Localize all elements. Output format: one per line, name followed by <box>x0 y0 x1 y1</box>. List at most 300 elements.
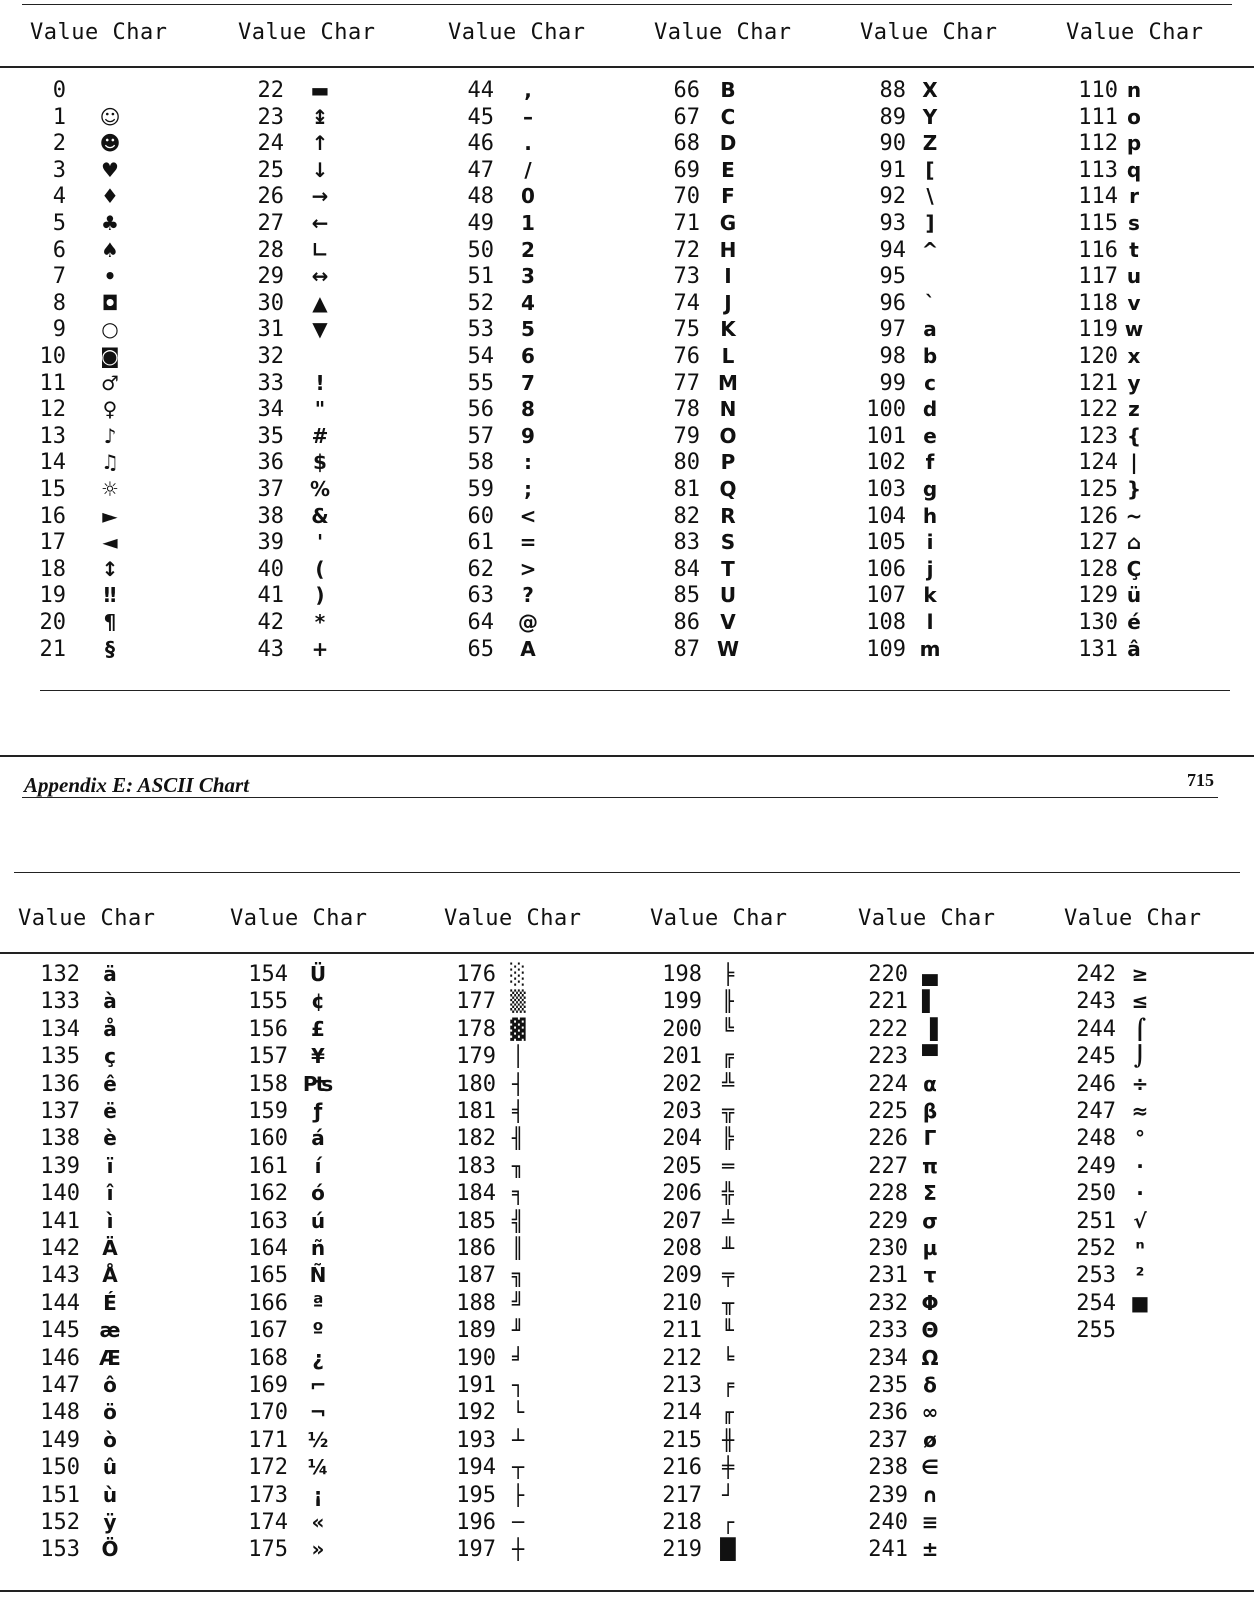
code-value: 154 <box>248 962 288 987</box>
code-value: 203 <box>662 1099 702 1124</box>
code-value: 51 <box>467 264 494 290</box>
code-value: 234 <box>868 1345 908 1371</box>
char-glyph: | <box>1130 450 1138 475</box>
top-edge-rule <box>22 4 1232 5</box>
char-glyph: É <box>103 1290 117 1315</box>
code-value: 171 <box>248 1427 288 1453</box>
char-glyph: x <box>1127 344 1141 368</box>
code-value: 102 <box>866 450 906 476</box>
char-glyph: C <box>720 104 736 129</box>
char-glyph: î <box>106 1181 114 1206</box>
code-value: 24 <box>257 131 284 157</box>
char-glyph: ö <box>103 1400 117 1425</box>
code-value: 236 <box>868 1400 908 1426</box>
char-glyph: ► <box>102 503 118 528</box>
header-value-label: Value <box>1066 20 1135 45</box>
char-glyph: ☻ <box>99 131 121 156</box>
code-value: 253 <box>1076 1263 1116 1289</box>
char-glyph: \ <box>926 184 934 209</box>
code-value: 50 <box>467 237 494 263</box>
char-glyph: 2 <box>521 237 535 262</box>
code-value: 139 <box>40 1153 80 1179</box>
char-glyph: ╡ <box>511 1099 525 1123</box>
char-glyph: § <box>105 636 115 661</box>
code-value: 196 <box>456 1510 496 1535</box>
header-col-6 <box>1064 906 1201 931</box>
header-col-1 <box>18 906 155 931</box>
char-glyph: h <box>922 503 938 528</box>
code-value: 204 <box>662 1126 702 1152</box>
char-glyph: ƒ <box>313 1099 323 1123</box>
char-glyph: t <box>1129 237 1139 262</box>
char-glyph: ◄ <box>102 530 118 555</box>
code-value: 122 <box>1078 397 1118 423</box>
header-char-label: Char <box>1146 906 1202 931</box>
char-glyph: J <box>724 290 732 315</box>
header-value-label: Value <box>650 906 719 931</box>
code-value: 222 <box>868 1016 908 1042</box>
char-glyph: T <box>721 556 735 581</box>
code-value: 172 <box>248 1455 288 1481</box>
char-glyph: Ω <box>921 1345 939 1370</box>
code-value: 40 <box>257 556 284 582</box>
code-value: 94 <box>879 237 906 263</box>
code-value: 27 <box>257 211 284 236</box>
char-glyph: ÿ <box>103 1510 117 1534</box>
code-value: 207 <box>662 1208 702 1234</box>
char-glyph: ò <box>103 1427 117 1452</box>
char-glyph: ☺ <box>99 104 121 129</box>
char-glyph: è <box>103 1126 117 1151</box>
code-value: 73 <box>673 264 700 290</box>
code-value: 209 <box>662 1263 702 1289</box>
code-value: 35 <box>257 423 284 449</box>
char-glyph: R <box>720 503 736 528</box>
header-char-label: Char <box>940 906 996 931</box>
char-glyph: ╨ <box>721 1236 735 1260</box>
char-glyph: º <box>312 1318 324 1343</box>
char-glyph: @ <box>518 610 538 634</box>
char-glyph: ┼ <box>511 1537 525 1562</box>
code-value: 230 <box>868 1236 908 1261</box>
code-value: 83 <box>673 530 700 556</box>
code-value: 95 <box>879 264 906 290</box>
code-value: 13 <box>39 423 66 449</box>
code-value: 251 <box>1076 1208 1116 1234</box>
code-value: 3 <box>52 157 66 183</box>
char-glyph: n <box>1126 78 1142 102</box>
code-value: 126 <box>1078 503 1118 529</box>
code-value: 213 <box>662 1373 702 1398</box>
code-value: 181 <box>456 1099 496 1124</box>
code-value: 87 <box>673 636 700 662</box>
char-glyph: ▌ <box>922 989 938 1014</box>
header-col-5 <box>860 20 997 45</box>
header-value-label: Value <box>18 906 87 931</box>
char-glyph: ¼ <box>307 1455 329 1480</box>
code-value: 115 <box>1078 211 1118 236</box>
char-glyph: ‼ <box>103 583 117 608</box>
char-glyph: β <box>922 1099 938 1123</box>
code-value: 165 <box>248 1263 288 1289</box>
char-glyph: ╟ <box>721 989 735 1014</box>
code-value: 226 <box>868 1126 908 1152</box>
code-value: 147 <box>40 1373 80 1398</box>
char-glyph: ┤ <box>511 1071 525 1096</box>
code-value: 39 <box>257 530 284 556</box>
code-value: 175 <box>248 1537 288 1563</box>
code-value: 75 <box>673 317 700 343</box>
code-value: 182 <box>456 1126 496 1152</box>
char-glyph: â <box>1127 636 1141 661</box>
char-glyph: å <box>103 1016 117 1041</box>
code-value: 84 <box>673 556 700 582</box>
code-value: 86 <box>673 610 700 635</box>
code-value: 245 <box>1076 1044 1116 1070</box>
code-value: 43 <box>257 636 284 662</box>
code-value: 148 <box>40 1400 80 1426</box>
char-glyph: ¡ <box>313 1482 323 1507</box>
code-value: 159 <box>248 1099 288 1124</box>
code-value: 26 <box>257 184 284 210</box>
char-glyph: + <box>311 636 329 661</box>
top-table-header <box>0 20 1254 54</box>
header-col-4 <box>654 20 791 45</box>
bottom-table-header <box>0 906 1254 940</box>
char-glyph: ╝ <box>511 1290 525 1315</box>
code-value: 45 <box>467 104 494 130</box>
header-char-label: Char <box>736 20 792 45</box>
header-char-label: Char <box>312 906 368 931</box>
code-value: 66 <box>673 78 700 103</box>
header-char-label: Char <box>112 20 168 45</box>
code-value: 61 <box>467 530 494 556</box>
code-value: 52 <box>467 290 494 316</box>
char-glyph: ◙ <box>100 344 120 368</box>
code-value: 85 <box>673 583 700 609</box>
char-glyph: ∞ <box>921 1400 939 1425</box>
page-number: 715 <box>1187 770 1214 790</box>
char-glyph: Y <box>922 104 938 129</box>
char-glyph: ← <box>311 211 329 235</box>
char-glyph: ╘ <box>721 1345 735 1370</box>
char-glyph: G <box>719 211 737 235</box>
char-glyph: █ <box>720 1537 736 1562</box>
char-glyph: ╒ <box>721 1373 735 1397</box>
char-glyph: → <box>311 184 329 209</box>
code-value: 78 <box>673 397 700 423</box>
code-value: 34 <box>257 397 284 423</box>
char-glyph: 1 <box>521 211 535 235</box>
code-value: 136 <box>40 1071 80 1097</box>
code-value: 235 <box>868 1373 908 1398</box>
char-glyph: ì <box>106 1208 114 1233</box>
char-glyph: o <box>1127 104 1141 129</box>
char-glyph: V <box>720 610 736 634</box>
code-value: 119 <box>1078 317 1118 343</box>
char-glyph: α <box>923 1071 937 1096</box>
code-value: 215 <box>662 1427 702 1453</box>
char-glyph: Φ <box>921 1290 939 1315</box>
char-glyph: ⌐ <box>309 1373 327 1397</box>
code-value: 18 <box>39 556 66 582</box>
header-value-label: Value <box>30 20 99 45</box>
code-value: 103 <box>866 477 906 502</box>
char-glyph: └ <box>511 1400 525 1425</box>
code-value: 92 <box>879 184 906 210</box>
char-glyph: ä <box>103 962 117 986</box>
code-value: 1 <box>52 104 66 130</box>
char-glyph: ∈ <box>921 1455 939 1480</box>
code-value: 54 <box>467 344 494 369</box>
code-value: 224 <box>868 1071 908 1097</box>
code-value: 173 <box>248 1482 288 1508</box>
char-glyph: ┐ <box>511 1373 525 1397</box>
code-value: 76 <box>673 344 700 369</box>
char-glyph: à <box>103 989 117 1014</box>
code-value: 185 <box>456 1208 496 1234</box>
header-value-label: Value <box>238 20 307 45</box>
code-value: 82 <box>673 503 700 529</box>
char-glyph: 0 <box>521 184 535 209</box>
char-glyph: ▐ <box>922 1016 938 1041</box>
char-glyph: 8 <box>521 397 535 422</box>
code-value: 184 <box>456 1181 496 1207</box>
char-glyph: ) <box>315 583 325 608</box>
header-value-label: Value <box>230 906 299 931</box>
code-value: 23 <box>257 104 284 130</box>
code-value: 93 <box>879 211 906 236</box>
top-bottom-rule <box>40 690 1230 691</box>
code-value: 255 <box>1076 1318 1116 1344</box>
code-value: 15 <box>39 477 66 502</box>
char-glyph: ê <box>103 1071 117 1096</box>
char-glyph: N <box>719 397 737 422</box>
code-value: 170 <box>248 1400 288 1426</box>
code-value: 187 <box>456 1263 496 1289</box>
char-glyph: S <box>720 530 736 555</box>
code-value: 176 <box>456 962 496 987</box>
code-value: 183 <box>456 1153 496 1179</box>
char-glyph: τ <box>923 1263 937 1288</box>
code-value: 131 <box>1078 636 1118 662</box>
char-glyph: < <box>519 503 537 528</box>
code-value: 68 <box>673 131 700 157</box>
char-glyph: ÷ <box>1131 1071 1149 1096</box>
char-glyph: ° <box>1135 1126 1145 1151</box>
char-glyph: ╗ <box>511 1263 525 1288</box>
code-value: 80 <box>673 450 700 476</box>
code-value: 189 <box>456 1318 496 1344</box>
code-value: 174 <box>248 1510 288 1535</box>
char-glyph: ç <box>104 1044 116 1069</box>
char-glyph: ♠ <box>101 237 119 262</box>
char-glyph: i <box>926 530 934 555</box>
code-value: 74 <box>673 290 700 316</box>
char-glyph: » <box>311 1537 325 1562</box>
char-glyph: é <box>1127 610 1141 634</box>
code-value: 33 <box>257 370 284 396</box>
code-value: 140 <box>40 1181 80 1207</box>
code-value: 129 <box>1078 583 1118 609</box>
code-value: 156 <box>248 1016 288 1042</box>
char-glyph: 9 <box>521 423 535 448</box>
char-glyph: ô <box>103 1373 117 1397</box>
code-value: 124 <box>1078 450 1118 476</box>
char-glyph: ┴ <box>511 1427 525 1452</box>
char-glyph: X <box>922 78 938 102</box>
code-value: 91 <box>879 157 906 183</box>
header-value-label: Value <box>858 906 927 931</box>
code-value: 180 <box>456 1071 496 1097</box>
char-glyph: j <box>926 556 934 581</box>
code-value: 111 <box>1078 104 1118 130</box>
char-glyph: Ö <box>101 1537 119 1562</box>
code-value: 232 <box>868 1290 908 1316</box>
char-glyph: • <box>103 264 117 289</box>
code-value: 241 <box>868 1537 908 1563</box>
char-glyph: r <box>1129 184 1139 209</box>
char-glyph: ┬ <box>511 1455 525 1480</box>
page-break-rule <box>0 755 1254 757</box>
code-value: 243 <box>1076 989 1116 1015</box>
code-value: 142 <box>40 1236 80 1261</box>
code-value: 205 <box>662 1153 702 1179</box>
code-value: 48 <box>467 184 494 210</box>
char-glyph: – <box>523 104 533 129</box>
char-glyph: ⌠ <box>1133 1016 1147 1041</box>
char-glyph: ╛ <box>511 1345 525 1370</box>
code-value: 135 <box>40 1044 80 1070</box>
char-glyph: │ <box>511 1044 525 1069</box>
char-glyph: ⌂ <box>1126 530 1142 555</box>
code-value: 88 <box>879 78 906 103</box>
char-glyph: b <box>922 344 938 368</box>
char-glyph: í <box>314 1153 322 1178</box>
code-value: 89 <box>879 104 906 130</box>
code-value: 201 <box>662 1044 702 1070</box>
char-glyph: Ñ <box>309 1263 327 1288</box>
code-value: 188 <box>456 1290 496 1316</box>
char-glyph: L <box>721 344 735 368</box>
code-value: 155 <box>248 989 288 1015</box>
char-glyph: z <box>1128 397 1140 422</box>
code-value: 114 <box>1078 184 1118 210</box>
char-glyph: ² <box>1135 1263 1145 1288</box>
char-glyph: ] <box>925 211 935 235</box>
code-value: 168 <box>248 1345 288 1371</box>
char-glyph: A <box>520 636 536 661</box>
code-value: 143 <box>40 1263 80 1289</box>
char-glyph: d <box>922 397 938 422</box>
char-glyph: . <box>524 131 532 156</box>
char-glyph: ? <box>522 583 534 608</box>
char-glyph: ¶ <box>103 610 117 634</box>
char-glyph: ▓ <box>510 1016 526 1041</box>
char-glyph: ↕ <box>101 556 119 581</box>
code-value: 96 <box>879 290 906 316</box>
code-value: 28 <box>257 237 284 263</box>
char-glyph: ↑ <box>311 131 329 156</box>
header-char-label: Char <box>942 20 998 45</box>
code-value: 41 <box>257 583 284 609</box>
char-glyph: D <box>719 131 737 156</box>
code-value: 149 <box>40 1427 80 1453</box>
code-value: 152 <box>40 1510 80 1535</box>
char-glyph: ╪ <box>721 1455 735 1480</box>
code-value: 225 <box>868 1099 908 1124</box>
char-glyph: ☼ <box>101 477 119 501</box>
code-value: 38 <box>257 503 284 529</box>
char-glyph: ± <box>921 1537 939 1562</box>
code-value: 112 <box>1078 131 1118 157</box>
code-value: 198 <box>662 962 702 987</box>
code-value: 130 <box>1078 610 1118 635</box>
char-glyph: ; <box>524 477 532 501</box>
char-glyph: ñ <box>310 1236 326 1260</box>
char-glyph: ¿ <box>312 1345 324 1370</box>
code-value: 166 <box>248 1290 288 1316</box>
char-glyph: M <box>718 370 738 395</box>
code-value: 229 <box>868 1208 908 1234</box>
code-value: 164 <box>248 1236 288 1261</box>
char-glyph: ■ <box>1130 1290 1150 1315</box>
code-value: 2 <box>52 131 66 157</box>
char-glyph: k <box>923 583 937 608</box>
code-value: 10 <box>39 344 66 369</box>
code-value: 193 <box>456 1427 496 1453</box>
char-glyph: √ <box>1133 1208 1147 1233</box>
char-glyph: ▲ <box>312 290 328 315</box>
code-value: 191 <box>456 1373 496 1398</box>
code-value: 104 <box>866 503 906 529</box>
char-glyph: ! <box>315 370 325 395</box>
char-glyph: ═ <box>721 1153 735 1178</box>
code-value: 190 <box>456 1345 496 1371</box>
code-value: 62 <box>467 556 494 582</box>
char-glyph: q <box>1126 157 1142 182</box>
char-glyph: ↓ <box>311 157 329 182</box>
code-value: 199 <box>662 989 702 1015</box>
char-glyph: c <box>924 370 936 395</box>
char-glyph: u <box>1126 264 1142 289</box>
char-glyph: æ <box>99 1318 121 1343</box>
header-char-label: Char <box>526 906 582 931</box>
char-glyph: ≡ <box>921 1510 939 1534</box>
code-value: 227 <box>868 1153 908 1179</box>
code-value: 19 <box>39 583 66 609</box>
char-glyph: w <box>1124 317 1144 342</box>
code-value: 178 <box>456 1016 496 1042</box>
code-value: 97 <box>879 317 906 343</box>
char-glyph: ▀ <box>922 1044 938 1069</box>
char-glyph: ≥ <box>1131 962 1149 986</box>
code-value: 194 <box>456 1455 496 1481</box>
char-glyph: 5 <box>521 317 535 342</box>
char-glyph: ╕ <box>511 1181 525 1206</box>
code-value: 53 <box>467 317 494 343</box>
code-value: 221 <box>868 989 908 1015</box>
code-value: 133 <box>40 989 80 1015</box>
char-glyph: f <box>925 450 935 475</box>
char-glyph: % <box>309 477 331 501</box>
char-glyph: ╦ <box>721 1099 735 1123</box>
char-glyph: 7 <box>521 370 535 395</box>
char-glyph: ╫ <box>721 1427 735 1452</box>
char-glyph: H <box>719 237 737 262</box>
code-value: 212 <box>662 1345 702 1371</box>
char-glyph: $ <box>313 450 327 475</box>
